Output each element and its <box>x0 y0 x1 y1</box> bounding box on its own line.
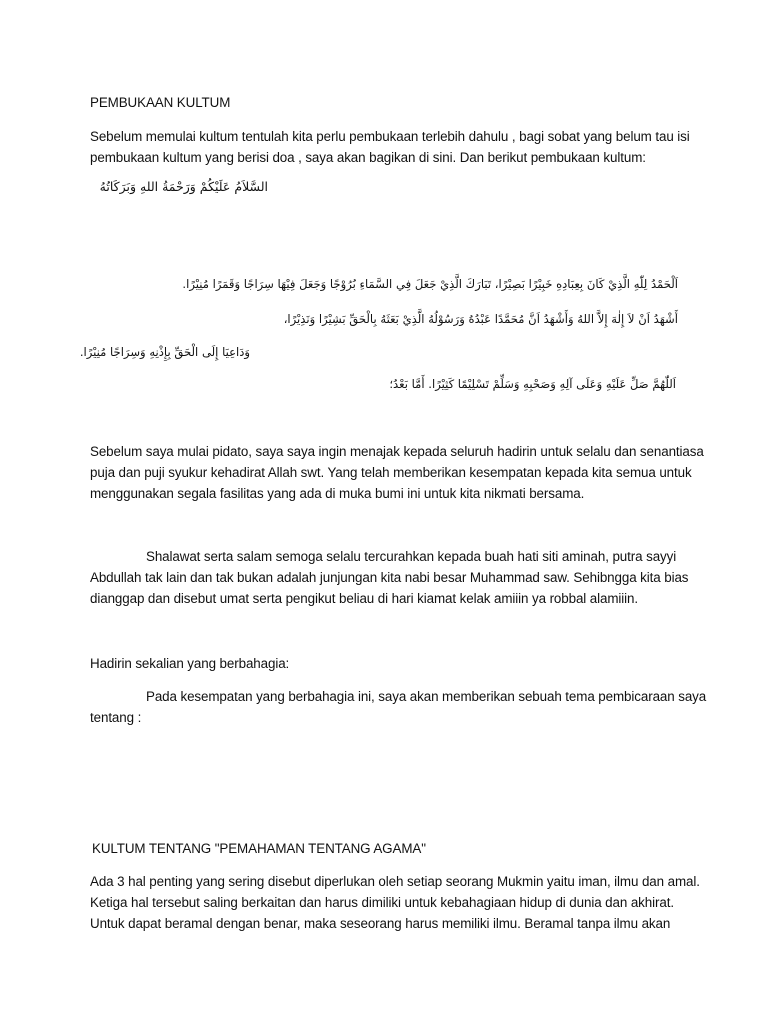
salam-arabic: السَّلاَمُ عَلَيْكُمْ وَرَحْمَةُ اللهِ وَبَرَكَاتُهُ <box>99 179 268 194</box>
arabic-line: اَللّٰهُمَّ صَلِّ عَلَيْهِ وَعَلَى آلِهِ وَصَحْبِهِ وَسَلِّمْ تَسْلِيْمًا كَثِيْرًا. أَمَّا بَعْدُ؛ <box>389 377 676 391</box>
intro-line: pembukaan kultum yang berisi doa , saya akan bagikan di sini. Dan berikut pembukaan kultum: <box>90 150 646 165</box>
section-title: KULTUM TENTANG "PEMAHAMAN TENTANG AGAMA" <box>92 841 426 856</box>
paragraph-line: puja dan puji syukur kehadirat Allah swt. Yang telah memberikan kesempatan kepada kita semua untuk <box>90 465 692 480</box>
arabic-line: وَدَاعِيَا إِلَى الْحَقِّ بِإِذْنِهِ وَسِرَاجًا مُنِيْرًا. <box>79 345 250 359</box>
paragraph-line: Pada kesempatan yang berbahagia ini, saya akan memberikan sebuah tema pembicaraan saya <box>146 689 707 704</box>
paragraph-line: Ada 3 hal penting yang sering disebut diperlukan oleh setiap seorang Mukmin yaitu iman, ilmu dan amal. <box>90 874 700 889</box>
document-heading: PEMBUKAAN KULTUM <box>90 95 231 110</box>
arabic-line: اَلْحَمْدُ لِلّٰهِ الَّذِيْ كَانَ بِعِبَادِهِ خَبِيْرًا بَصِيْرًا، تَبَارَكَ الَّذِيْ جَعَلَ فِي السَّمَاءِ بُرُوْجًا وَجَعَلَ فِيْهَا سِرَاجًا وَقَمَرًا مُنِيْرًا. <box>182 277 678 291</box>
paragraph-line: Abdullah tak lain dan tak bukan adalah junjungan kita nabi besar Muhammad saw. Sehibngga kita bias <box>90 570 689 585</box>
paragraph-line: Sebelum saya mulai pidato, saya saya ingin menajak kepada seluruh hadirin untuk selalu dan senantiasa <box>90 444 704 459</box>
paragraph-line: Shalawat serta salam semoga selalu tercurahkan kepada buah hati siti aminah, putra sayyi <box>146 549 677 564</box>
paragraph-line: menggunakan segala fasilitas yang ada di muka bumi ini untuk kita nikmati bersama. <box>90 486 585 501</box>
greeting-line: Hadirin sekalian yang berbahagia: <box>90 656 290 671</box>
paragraph-line: tentang : <box>90 710 142 725</box>
intro-line: Sebelum memulai kultum tentulah kita perlu pembukaan terlebih dahulu , bagi sobat yang belum tau isi <box>90 129 690 144</box>
paragraph-line: dianggap dan disebut umat serta pengikut beliau di hari kiamat kelak amiiin ya robbal alamiiin. <box>90 591 639 606</box>
paragraph-line: Untuk dapat beramal dengan benar, maka seseorang harus memiliki ilmu. Beramal tanpa ilmu akan <box>90 916 671 931</box>
arabic-line: أَشْهَدُ اَنْ لاَ إِلٰهَ إِلاَّ اللهُ وَأَشْهَدُ اَنَّ مُحَمَّدًا عَبْدُهُ وَرَسُوْلُهُ الَّذِيْ بَعَثَهُ بِالْحَقِّ بَشِيْرًا وَنَذِيْرًا، <box>283 312 678 326</box>
paragraph-line: Ketiga hal tersebut saling berkaitan dan harus dimiliki untuk kebahagiaan hidup di dunia dan akhirat. <box>90 895 674 910</box>
